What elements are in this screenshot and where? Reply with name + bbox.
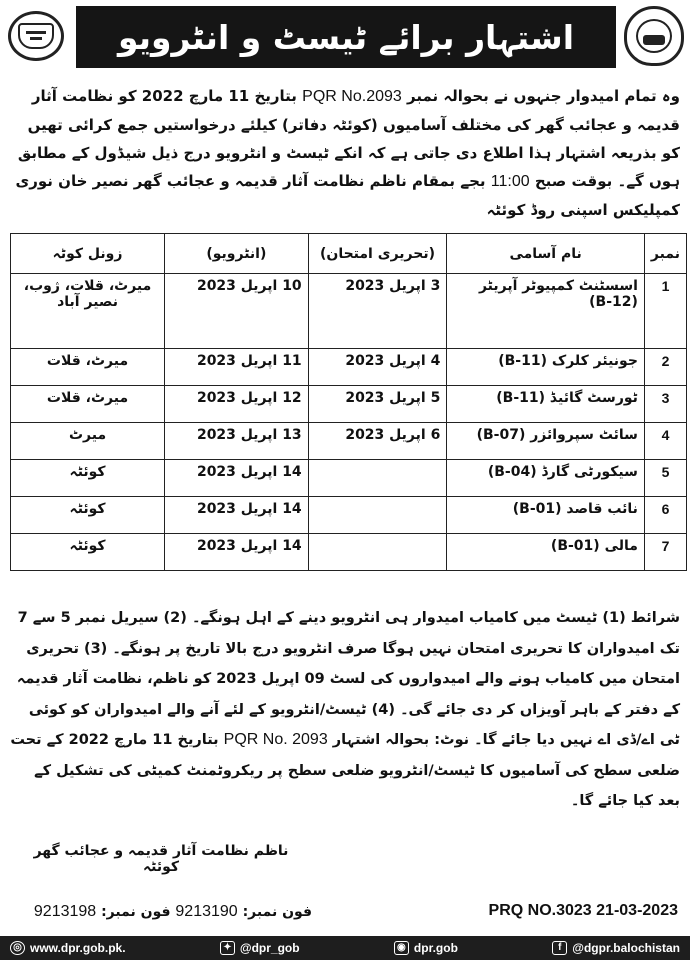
row-written xyxy=(308,460,447,497)
department-emblem-logo xyxy=(622,4,686,68)
twitter-icon: ✦ xyxy=(220,941,235,955)
footer-instagram[interactable] xyxy=(394,941,458,955)
table-header-row xyxy=(11,234,687,274)
row-interview: 14 اپریل 2023 xyxy=(165,534,309,571)
intro-time: 11:00 xyxy=(490,173,530,190)
instagram-handle[interactable]: dpr.gob xyxy=(413,941,458,955)
footer-website[interactable] xyxy=(10,941,126,955)
intro-text-b: بتاریخ 11 مارچ 2022 کو نظامت آثار قدیمہ و عجائب گھر کی مختلف آسامیوں (کوئٹہ دفاتر) کیلئے درخواستیں جمع کرائی تھیں کو بذریعہ اشتہار ہذا اطلاع دی جاتی ہے کہ انکے ٹیسٹ و انٹرویو درج ذیل شیڈول کے مطابق ہوں گے۔ بوقت صبح xyxy=(17,87,680,190)
row-post: جونیئر کلرک (B-11) xyxy=(447,349,645,386)
intro-text-c: بجے بمقام ناظم نظامت آثار قدیمہ و عجائب گھر نصیر خان نوری کمپلیکس اسپنی روڈ کوئٹہ xyxy=(15,172,680,219)
page-title: اشتہار برائے ٹیسٹ و انٹرویو xyxy=(76,6,616,68)
row-interview: 10 اپریل 2023 xyxy=(165,274,309,349)
header-interview: (انٹرویو) xyxy=(165,234,309,274)
row-post: سیکورٹی گارڈ (B-04) xyxy=(447,460,645,497)
row-no: 1 xyxy=(644,274,686,349)
row-interview: 12 اپریل 2023 xyxy=(165,386,309,423)
table-row xyxy=(11,460,687,497)
header-post: نام آسامی xyxy=(447,234,645,274)
phone-numbers xyxy=(12,903,312,921)
row-written: 6 اپریل 2023 xyxy=(308,423,447,460)
row-interview: 14 اپریل 2023 xyxy=(165,497,309,534)
instagram-icon: ◉ xyxy=(394,941,409,955)
row-post: ٹورسٹ گائیڈ (B-11) xyxy=(447,386,645,423)
row-zone: میرٹ xyxy=(11,423,165,460)
website-link[interactable]: www.dpr.gob.pk. xyxy=(30,941,126,955)
row-interview: 13 اپریل 2023 xyxy=(165,423,309,460)
table-row xyxy=(11,534,687,571)
twitter-handle[interactable]: @dpr_gob xyxy=(239,941,300,955)
header xyxy=(4,4,686,70)
schedule-table xyxy=(10,233,687,571)
row-no: 5 xyxy=(644,460,686,497)
row-zone: میرٹ، قلات، ژوب، نصیر آباد xyxy=(11,274,165,349)
row-no: 2 xyxy=(644,349,686,386)
intro-reference: PQR No.2093 xyxy=(302,88,402,105)
row-no: 6 xyxy=(644,497,686,534)
row-no: 4 xyxy=(644,423,686,460)
header-no: نمبر xyxy=(644,234,686,274)
phone-number-2: 9213198 xyxy=(33,903,97,920)
signatory-title: ناظم نظامت آثار قدیمہ و عجائب گھر کوئٹہ xyxy=(33,843,289,875)
row-written: 3 اپریل 2023 xyxy=(308,274,447,349)
row-written: 5 اپریل 2023 xyxy=(308,386,447,423)
row-post: اسسٹنٹ کمپیوٹر آپریٹر (B-12) xyxy=(447,274,645,349)
signature-block xyxy=(12,843,312,921)
table-row xyxy=(11,497,687,534)
conditions-text-b: بتاریخ 11 مارچ 2022 کے تحت ضلعی سطح کی آسامیوں کا ٹیسٹ/انٹرویو ضلعی سطح پر ریکروٹمنٹ کمیٹی کی تشکیل کے بعد کیا جائے گا۔ xyxy=(10,732,680,809)
phone-number-1: 9213190 xyxy=(175,903,238,920)
table-row xyxy=(11,423,687,460)
row-written: 4 اپریل 2023 xyxy=(308,349,447,386)
row-no: 7 xyxy=(644,534,686,571)
row-interview: 11 اپریل 2023 xyxy=(165,349,309,386)
phone-label: فون نمبر: xyxy=(242,904,312,920)
release-reference: PRQ NO.3023 21-03-2023 xyxy=(488,902,678,919)
conditions-text-a: شرائط (1) ٹیسٹ میں کامیاب امیدوار ہی انٹرویو دینے کے اہل ہونگے۔ (2) سیریل نمبر 5 سے 7 تک امیدواران کا تحریری امتحان نہیں ہوگا صرف انٹرویو درج بالا تاریخ پر ہونگے۔ (3) تحریری امتحان میں کامیاب ہونے والے امیدواروں کی لسٹ 09 اپریل 2023 کو ناظم، نظامت آثار قدیمہ کے دفتر کے باہر آویزاں کر دی جائے گی۔ (4) ٹیسٹ/انٹرویو کے لئے آنے والے امیدواران کو کوئی ٹی اے/ڈی اے نہیں دیا جائے گا۔ نوٹ: بحوالہ اشتہار xyxy=(16,610,680,748)
government-seal-logo xyxy=(4,4,68,68)
conditions-paragraph xyxy=(10,603,680,817)
row-post: سائٹ سپروائزر (B-07) xyxy=(447,423,645,460)
table-row xyxy=(11,386,687,423)
footer-bar xyxy=(0,936,690,960)
row-no: 3 xyxy=(644,386,686,423)
row-zone: کوئٹہ xyxy=(11,534,165,571)
row-post: نائب قاصد (B-01) xyxy=(447,497,645,534)
table-row xyxy=(11,349,687,386)
row-written xyxy=(308,534,447,571)
footer-facebook[interactable] xyxy=(552,941,680,955)
header-zone: زونل کوٹہ xyxy=(11,234,165,274)
conditions-reference: PQR No. 2093 xyxy=(223,731,328,748)
row-zone: کوئٹہ xyxy=(11,460,165,497)
row-written xyxy=(308,497,447,534)
footer-twitter[interactable] xyxy=(220,941,300,955)
row-zone: میرٹ، قلات xyxy=(11,349,165,386)
row-post: مالی (B-01) xyxy=(447,534,645,571)
globe-icon: ◎ xyxy=(10,941,25,955)
phone-label-2: فون نمبر: xyxy=(101,904,171,920)
facebook-icon: f xyxy=(552,941,567,955)
table-row xyxy=(11,274,687,349)
intro-text-a: وہ تمام امیدوار جنہوں نے بحوالہ نمبر xyxy=(407,87,680,105)
row-zone: کوئٹہ xyxy=(11,497,165,534)
facebook-handle[interactable]: @dgpr.balochistan xyxy=(572,941,680,955)
row-zone: میرٹ، قلات xyxy=(11,386,165,423)
header-written: (تحریری امتحان) xyxy=(308,234,447,274)
row-interview: 14 اپریل 2023 xyxy=(165,460,309,497)
intro-paragraph xyxy=(10,82,680,224)
